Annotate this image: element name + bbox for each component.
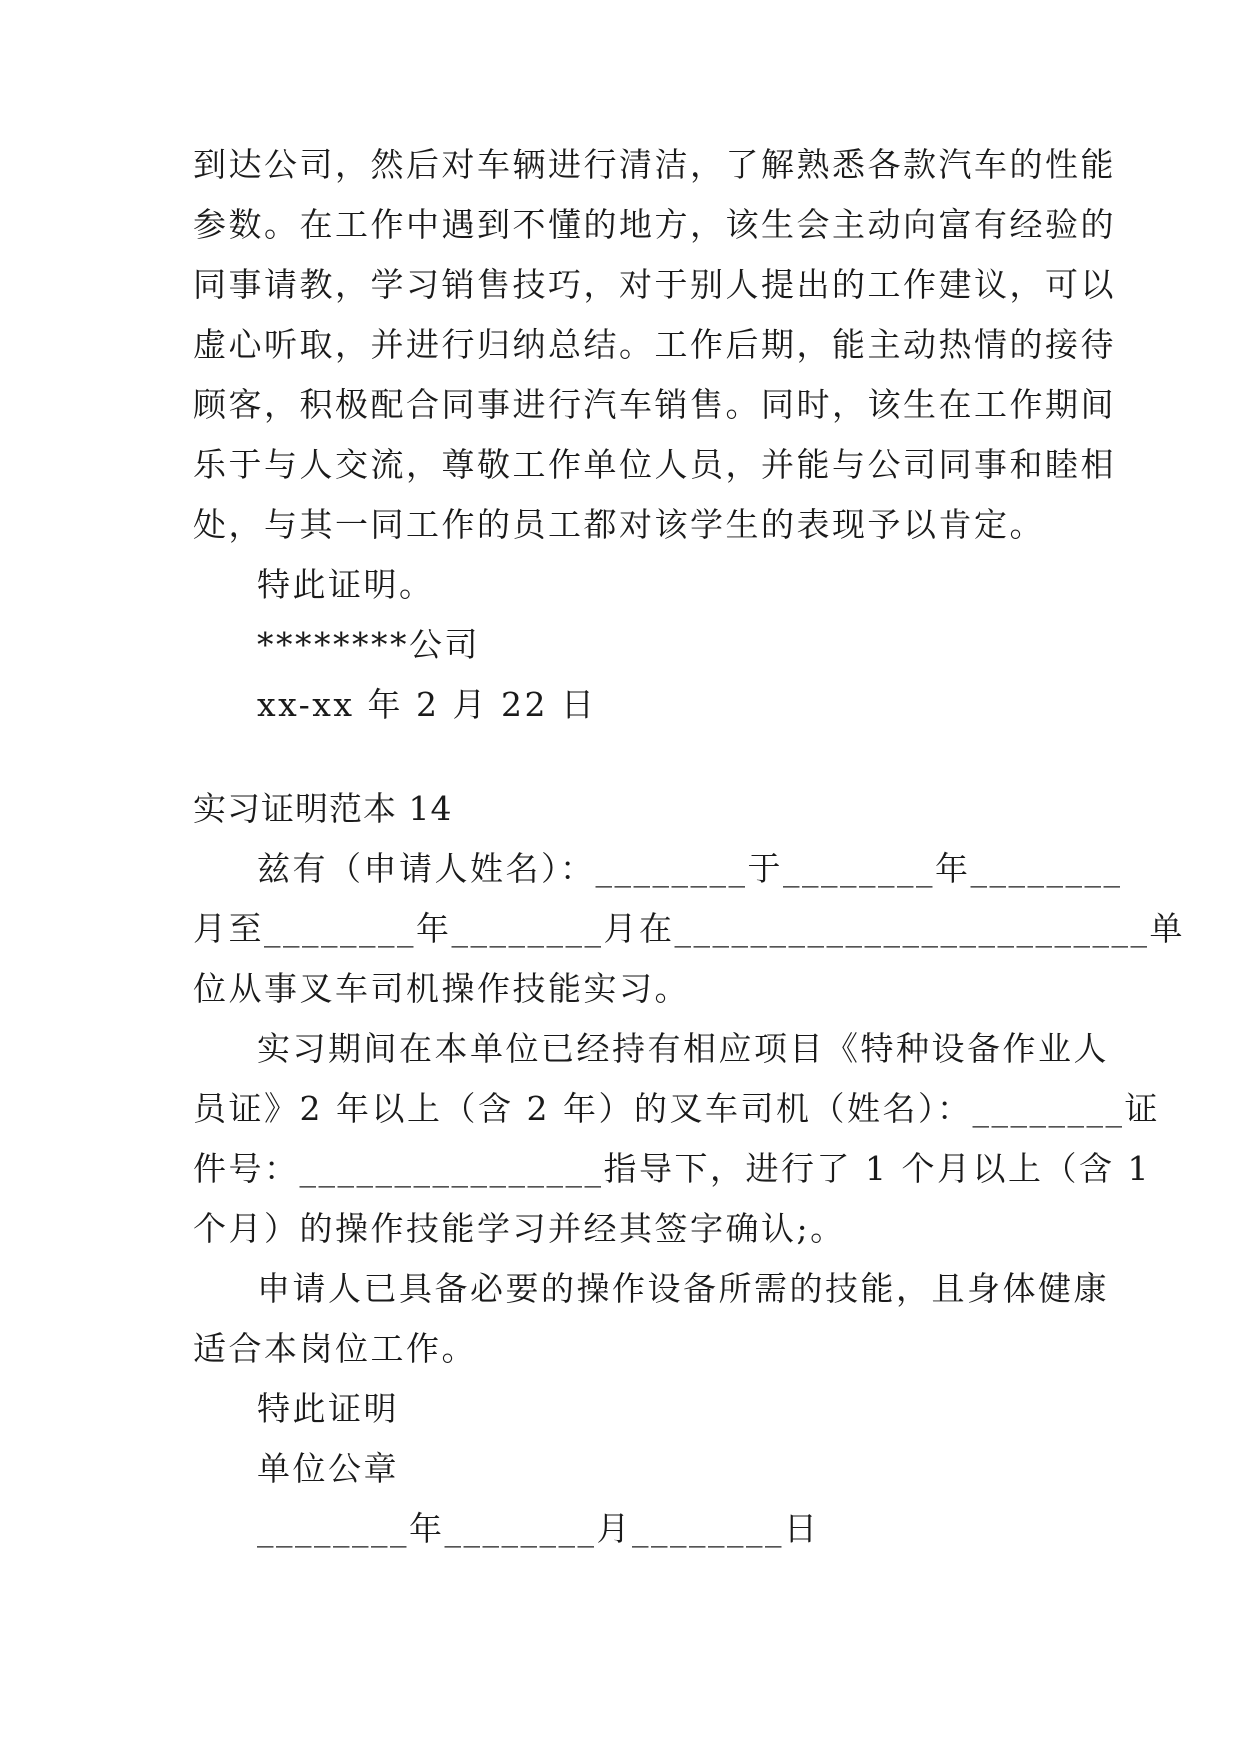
paragraph-line: 乐于与人交流，尊敬工作单位人员，并能与公司同事和睦相 <box>193 445 1116 484</box>
paragraph-line: 个月）的操作技能学习并经其签字确认;。 <box>193 1209 846 1248</box>
supervision-paragraph <box>193 1019 1160 1259</box>
paragraph-line: 兹有（申请人姓名）：________于________年________ <box>257 849 1123 888</box>
issue-date: xx-xx 年 2 月 22 日 <box>257 685 597 724</box>
company-name: ********公司 <box>257 625 480 664</box>
paragraph-line: 月至________年________月在_________________________单 <box>193 909 1185 948</box>
recommendation-paragraph <box>193 135 1116 555</box>
paragraph-line: 虚心听取，并进行归纳总结。工作后期，能主动热情的接待 <box>193 325 1116 364</box>
paragraph-line: 参数。在工作中遇到不懂的地方，该生会主动向富有经验的 <box>193 205 1116 244</box>
paragraph-line: 实习期间在本单位已经持有相应项目《特种设备作业人 <box>257 1029 1109 1068</box>
paragraph-line: 位从事叉车司机操作技能实习。 <box>193 969 690 1008</box>
document-body <box>193 135 1185 1559</box>
paragraph-line: 处，与其一同工作的员工都对该学生的表现予以肯定。 <box>193 505 1045 544</box>
paragraph-line: 申请人已具备必要的操作设备所需的技能，且身体健康 <box>257 1269 1109 1308</box>
paragraph-line: 顾客，积极配合同事进行汽车销售。同时，该生在工作期间 <box>193 385 1116 424</box>
qualification-paragraph <box>193 1259 1109 1379</box>
date-blank: ________年________月________日 <box>257 1509 820 1548</box>
paragraph-line: 适合本岗位工作。 <box>193 1329 477 1368</box>
paragraph-line: 同事请教，学习销售技巧，对于别人提出的工作建议，可以 <box>193 265 1116 304</box>
closing-statement: 特此证明 <box>257 1389 399 1428</box>
paragraph-line: 件号：________________指导下，进行了 1 个月以上（含 1 <box>193 1149 1151 1188</box>
applicant-paragraph <box>193 839 1185 1019</box>
closing-statement: 特此证明。 <box>257 565 435 604</box>
section-title: 实习证明范本 14 <box>193 789 453 828</box>
unit-seal-label: 单位公章 <box>257 1449 399 1488</box>
paragraph-line: 到达公司，然后对车辆进行清洁，了解熟悉各款汽车的性能 <box>193 145 1116 184</box>
paragraph-line: 员证》2 年以上（含 2 年）的叉车司机（姓名）：________证 <box>193 1089 1160 1128</box>
